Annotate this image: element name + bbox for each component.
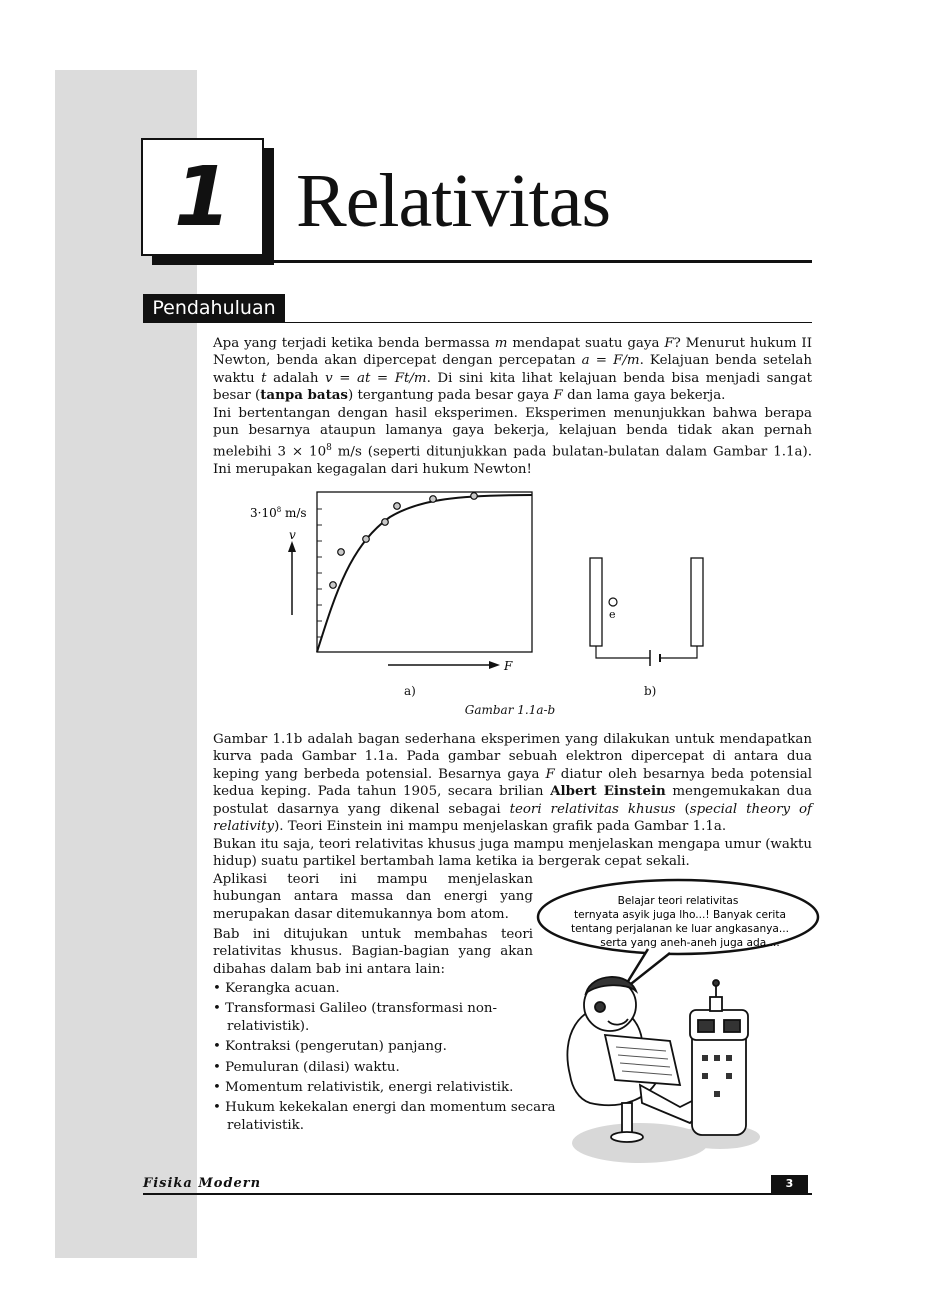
data-point — [330, 582, 337, 589]
left-plate — [590, 558, 602, 646]
paragraph-2: Ini bertentangan dengan hasil eksperimen. Eksperimen menunjukkan bahwa berapa pun besarnya ataupun lamanya gaya bekerja, kelajuan benda tidak akan pernah melebihi $3 \times 10^8$ m/s (seperti ditunjukkan pada bulatan-bulatan dalam Gambar 1.1a). Ini merupakan kegagalan dari hukum Newton! — [213, 406, 812, 477]
figure-graph-a — [240, 485, 540, 680]
topic-list — [213, 980, 573, 1137]
list-item: • Pemuluran (dilasi) waktu. — [213, 1059, 573, 1076]
equation-acceleration: a = F/m — [581, 353, 640, 369]
electron-label: e — [609, 608, 616, 621]
list-item: • Momentum relativistik, energi relativistik. — [213, 1079, 573, 1096]
x-axis-label: F — [504, 659, 513, 673]
y-axis-label: v — [289, 528, 296, 542]
data-point — [382, 519, 389, 526]
robot-icon — [680, 980, 760, 1149]
electron — [609, 598, 617, 606]
paragraph-5: Aplikasi teori ini mampu menjelaskan hubungan antara massa dan energi yang merupakan dasar ditemukannya bom atom. — [213, 872, 533, 922]
footer-book-title: Fisika Modern — [143, 1176, 262, 1191]
section-heading: Pendahuluan — [143, 294, 285, 322]
figure-caption: Gambar 1.1a-b — [464, 703, 556, 717]
chapter-title: Relativitas — [296, 159, 611, 243]
data-point — [430, 496, 437, 503]
paragraph-3: Gambar 1.1b adalah bagan sederhana eksperimen yang dilakukan untuk mendapatkan kurva pada Gambar 1.1a. Pada gambar sebuah elektron dipercepat di antara dua keping yang berbeda potensial. Besarnya gaya F diatur oleh besarnya beda potensial kedua keping. Pada tahun 1905, secara brilian Albert Einstein mengemukakan dua postulat dasarnya yang dikenal sebagai teori relativitas khusus (special theory of relativity). Teori Einstein ini mampu menjelaskan grafik pada Gambar 1.1a. — [213, 732, 813, 835]
bubble-line-3: tentang perjalanan ke luar angkasanya... — [570, 923, 790, 935]
data-point — [363, 536, 370, 543]
circuit-wire-right — [660, 646, 697, 658]
bubble-line-1: Belajar teori relativitas — [617, 895, 739, 907]
chapter-number-box — [141, 138, 264, 256]
bubble-line-2: ternyata asyik juga lho...! Banyak cerita — [574, 909, 786, 921]
list-item: • Transformasi Galileo (transformasi non-relativistik). — [213, 1000, 573, 1035]
figure-label-b: b) — [644, 684, 657, 698]
list-item: • Hukum kekekalan energi dan momentum secara relativistik. — [213, 1099, 573, 1134]
figure-apparatus-b — [580, 550, 720, 675]
paragraph-1: Apa yang terjadi ketika benda bermassa m mendapat suatu gaya F? Menurut hukum II Newton, benda akan dipercepat dengan percepatan a = F/m. Kelajuan benda setelah waktu t adalah v = at = Ft/m. Di sini kita lihat kelajuan benda bisa menjadi sangat besar (tanpa batas) tergantung pada besar gaya F dan lama gaya bekerja. — [213, 336, 813, 404]
cartoon-illustration — [530, 875, 830, 1170]
bubble-line-4: serta yang aneh-aneh juga ada.... — [600, 937, 780, 949]
paragraph-6: Bab ini ditujukan untuk membahas teori relativitas khusus. Bagian-bagian yang akan dibahas dalam bab ini antara lain: — [213, 927, 533, 977]
title-rule — [271, 260, 812, 263]
section-rule — [143, 322, 812, 323]
list-item: • Kontraksi (pengerutan) panjang. — [213, 1038, 573, 1055]
equation-velocity: v = at = Ft/m — [325, 370, 427, 386]
chapter-number: 1 — [173, 149, 232, 245]
circuit-wire-left — [596, 646, 650, 658]
paragraph-4: Bukan itu saja, teori relativitas khusus juga mampu menjelaskan mengapa umur (waktu hidup) suatu partikel bertambah lama ketika ia bergerak cepat sekali. — [213, 837, 812, 870]
figure-label-a: a) — [404, 684, 416, 698]
page-number: 3 — [771, 1175, 808, 1193]
data-point — [471, 493, 478, 500]
footer-rule — [143, 1193, 812, 1195]
right-plate — [691, 558, 703, 646]
data-point — [338, 549, 345, 556]
list-item: • Kerangka acuan. — [213, 980, 573, 997]
y-limit-label: $3\cdot 10^8$ m/s — [250, 506, 307, 520]
data-point — [394, 503, 401, 510]
